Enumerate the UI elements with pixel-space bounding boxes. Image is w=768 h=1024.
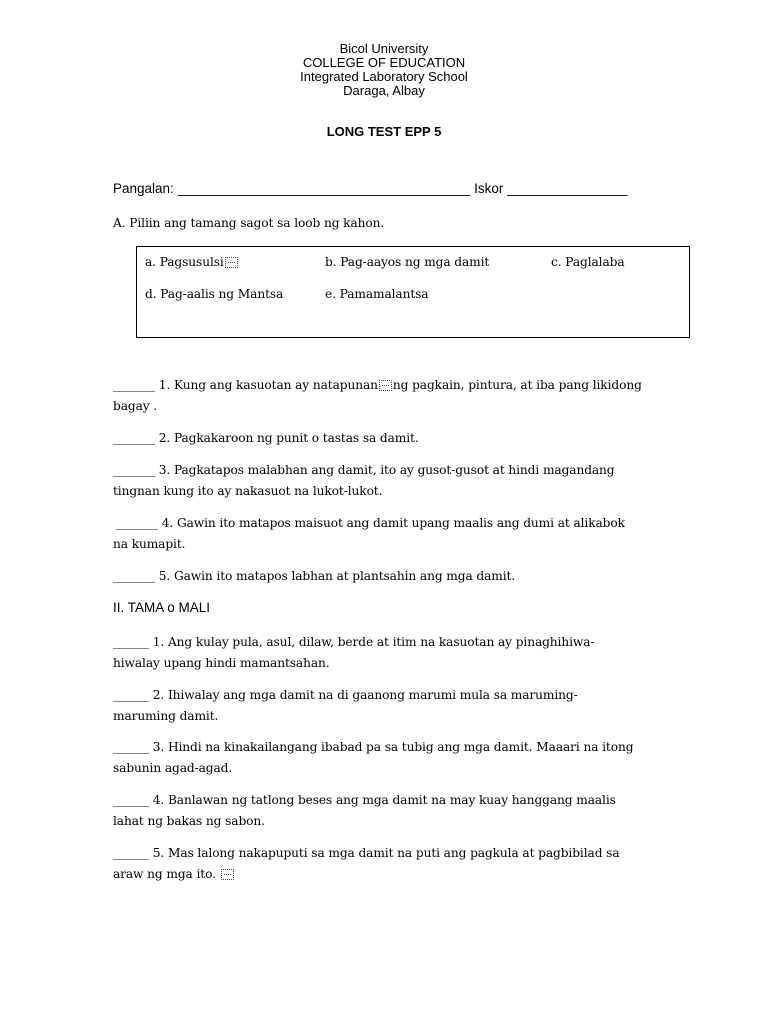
school-header	[0, 42, 768, 98]
answer-blank: _______	[113, 463, 155, 477]
section-b-heading: II. TAMA o MALI	[113, 600, 211, 615]
question-a2: _______ 2. Pagkakaroon ng punit o tastas sa damit.	[113, 431, 419, 445]
question-b2: ______ 2. Ihiwalay ang mga damit na di gaanong marumi mula sa maruming- maruming damit.	[113, 688, 578, 723]
school-location: Daraga, Albay	[343, 83, 425, 98]
choice-b: b. Pag-aayos ng mga damit	[325, 255, 490, 269]
choice-c: c. Paglalaba	[551, 255, 625, 269]
choice-d: d. Pag-aalis ng Mantsa	[145, 287, 284, 301]
school-name: Integrated Laboratory School	[300, 69, 468, 84]
question-b1: ______ 1. Ang kulay pula, asul, dilaw, berde at itim na kasuotan ay pinaghihiwa- hiwalay upang hindi mamantsahan.	[113, 635, 595, 670]
name-score-row	[113, 181, 627, 196]
score-label: Iskor	[474, 181, 504, 196]
placeholder-glyph-icon	[221, 869, 234, 880]
section-a-instruction: A. Piliin ang tamang sagot sa loob ng kahon.	[113, 216, 385, 230]
placeholder-glyph-icon	[379, 380, 392, 391]
question-b4: ______ 4. Banlawan ng tatlong beses ang mga damit na may kuay hanggang maalis lahat ng bakas ng sabon.	[113, 793, 616, 828]
choice-a: a. Pagsusulsi	[145, 255, 239, 269]
answer-blank: ______	[113, 688, 149, 702]
answer-blank: _______	[113, 569, 155, 583]
test-title: LONG TEST EPP 5	[326, 124, 442, 139]
answer-blank: ______	[113, 846, 149, 860]
question-b5: ______ 5. Mas lalong nakapuputi sa mga damit na puti ang pagkula at pagbibilad sa araw ng mga ito.	[113, 846, 620, 881]
choices-box	[136, 246, 690, 338]
question-a5: _______ 5. Gawin ito matapos labhan at plantsahin ang mga damit.	[113, 569, 516, 583]
name-blank: _______________________________________	[177, 181, 471, 196]
placeholder-glyph-icon	[225, 257, 238, 268]
answer-blank: _______	[113, 378, 155, 392]
answer-blank: ______	[113, 635, 149, 649]
answer-blank: _______	[116, 516, 158, 530]
answer-blank: ______	[113, 740, 149, 754]
question-a1: _______ 1. Kung ang kasuotan ay natapunan ng pagkain, pintura, at iba pang likidong bagay .	[113, 378, 642, 413]
answer-blank: ______	[113, 793, 149, 807]
score-blank: ________________	[507, 181, 628, 196]
college-name: COLLEGE OF EDUCATION	[302, 55, 466, 70]
question-b3: ______ 3. Hindi na kinakailangang ibabad pa sa tubig ang mga damit. Maaari na itong sabunin agad-agad.	[113, 740, 634, 775]
university-name: Bicol University	[339, 41, 429, 56]
answer-blank: _______	[113, 431, 155, 445]
question-a3: _______ 3. Pagkatapos malabhan ang damit, ito ay gusot-gusot at hindi magandang tingnan kung ito ay nakasuot na lukot-lukot.	[113, 463, 615, 498]
name-label: Pangalan:	[113, 181, 174, 196]
question-a4: _______ 4. Gawin ito matapos maisuot ang damit upang maalis ang dumi at alikabok na kumapit.	[113, 516, 625, 551]
choice-e: e. Pamamalantsa	[325, 287, 429, 301]
